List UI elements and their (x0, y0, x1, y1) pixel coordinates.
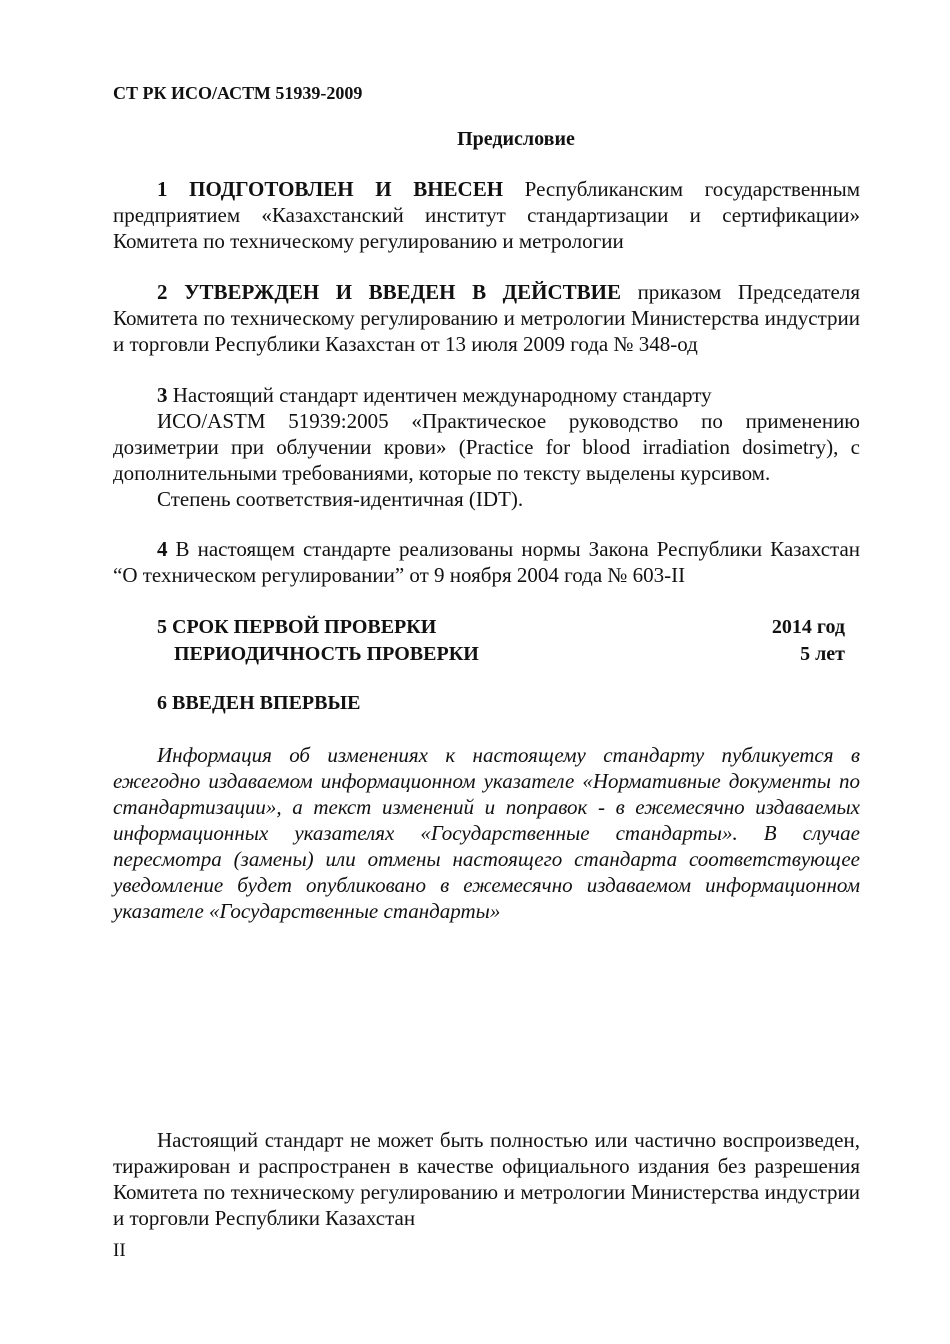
review-term-row (157, 614, 845, 641)
item-1-text: Республиканским государственным предприятием «Казахстанский институт стандартизации и сертификации» Комитета по техническому регулированию и метрологии (113, 177, 861, 253)
review-period-label: ПЕРИОДИЧНОСТЬ ПРОВЕРКИ (174, 643, 479, 665)
foreword-item-1 (113, 176, 860, 254)
review-period-value: 5 лет (800, 643, 845, 665)
item-2-text: приказом Председателя Комитета по техническому регулированию и метрологии Министерства индустрии и торговли Республики Казахстан от 13 июля 2009 года № 348-од (113, 280, 861, 356)
item-3-number: 3 (157, 383, 168, 407)
foreword-item-2 (113, 279, 860, 357)
foreword-item-4 (113, 536, 860, 588)
item-4-text: В настоящем стандарте реализованы нормы Закона Республики Казахстан “О техническом регулировании” от 9 ноября 2004 года № 603-II (113, 537, 861, 587)
item-2-heading: УТВЕРЖДЕН И ВВЕДЕН В ДЕЙСТВИЕ (184, 280, 621, 304)
page-title: Предисловие (457, 128, 575, 150)
page-number: II (113, 1240, 126, 1261)
item-3-degree: Степень соответствия-идентичная (IDT). (157, 487, 524, 511)
item-2-number: 2 (157, 280, 168, 304)
item-3-lead: Настоящий стандарт идентичен международному стандарту (172, 383, 712, 407)
document-code: СТ РК ИСО/АСТМ 51939-2009 (113, 83, 363, 103)
first-review-label: 5 СРОК ПЕРВОЙ ПРОВЕРКИ (157, 616, 437, 638)
foreword-item-3 (113, 382, 860, 512)
first-review-value: 2014 год (771, 616, 845, 638)
foreword-item-6: 6 ВВЕДЕН ВПЕРВЫЕ (157, 692, 361, 714)
item-4-number: 4 (157, 537, 168, 561)
changes-information: Информация об изменениях к настоящему стандарту публикуется в ежегодно издаваемом информационном указателе «Нормативные документы по стандартизации», а текст изменений и поправок - в ежемесячно издаваемых информационных указателях «Государственные стандарты». В случае пересмотра (замены) или отмены настоящего стандарта соответствующее уведомление будет опубликовано в ежемесячно издаваемом информационном указателе «Государственные стандарты» (113, 743, 860, 923)
item-1-number: 1 (157, 177, 168, 201)
item-1-heading: ПОДГОТОВЛЕН И ВНЕСЕН (189, 177, 504, 201)
item-3-text: ИСО/ASTM 51939:2005 «Практическое руководство по применению дозиметрии при облучении крови» (Practice for blood irradiation dosimetry), с дополнительными требованиями, которые по тексту выделены курсивом. (113, 409, 860, 485)
item-3-first-line (113, 382, 860, 408)
copyright-notice: Настоящий стандарт не может быть полностью или частично воспроизведен, тиражирован и распространен в качестве официального издания без разрешения Комитета по техническому регулированию и метрологии Министерства индустрии и торговли Республики Казахстан (113, 1128, 860, 1230)
review-period-row (157, 641, 845, 668)
foreword-item-5 (157, 614, 845, 668)
